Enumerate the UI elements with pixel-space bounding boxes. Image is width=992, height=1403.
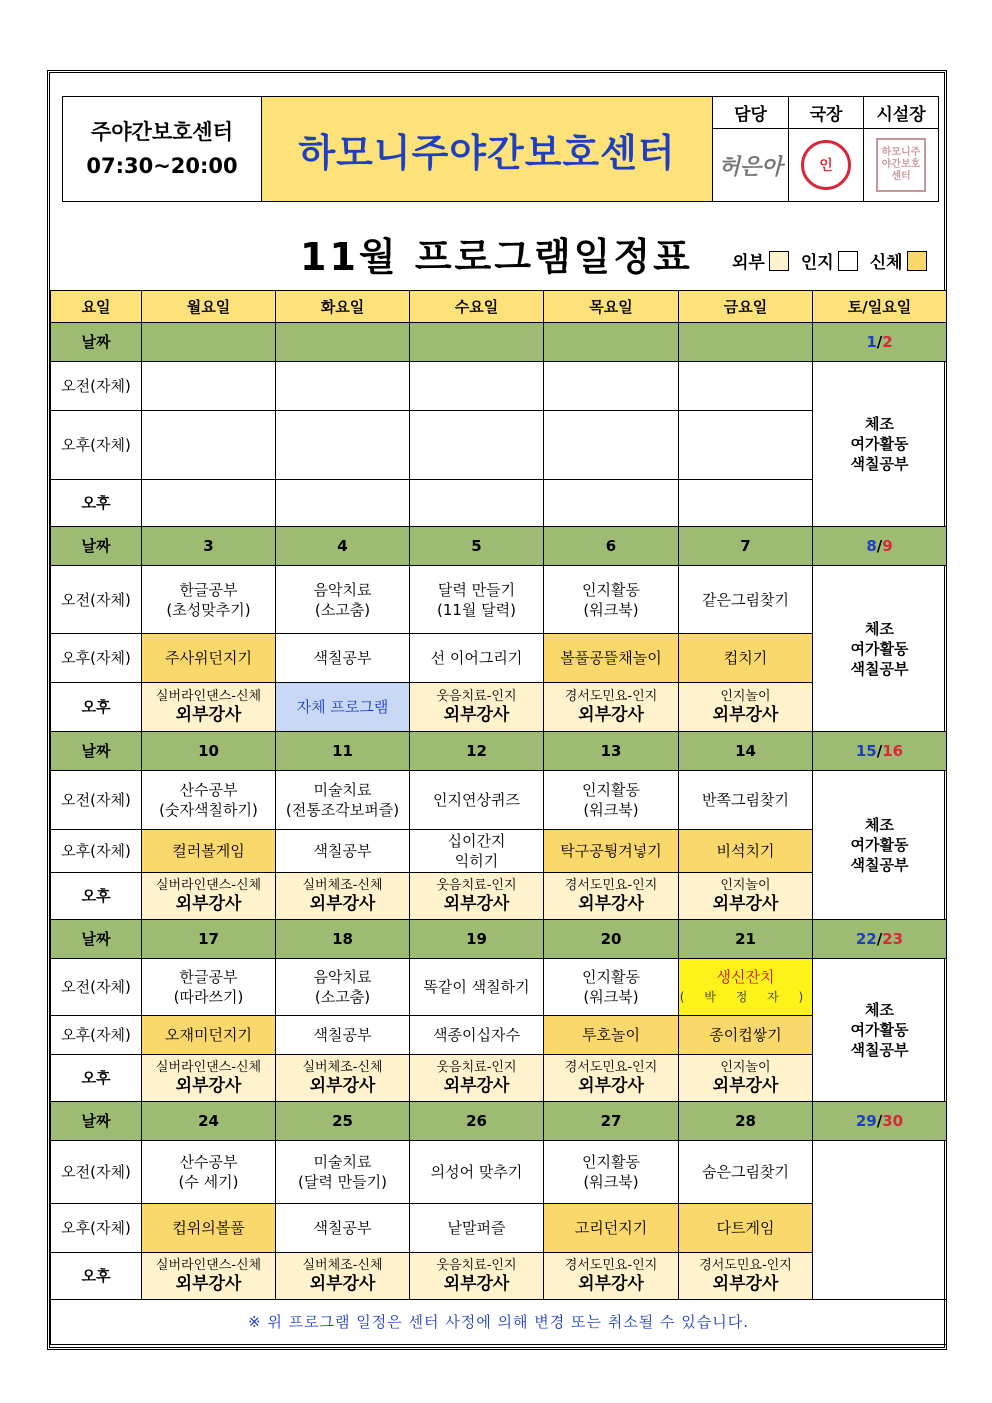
instructor-type: 외부강사 [443,1274,510,1294]
weekend-activity: 여가활동 [850,1021,909,1039]
instructor-type: 외부강사 [578,894,644,914]
legend-physical-swatch [907,251,927,271]
pm-external-row [51,873,947,920]
date-cell: 20 [544,920,679,959]
approval-sign-1 [713,129,788,201]
program-category: 실버체조-신체 [302,878,383,893]
am-activity-detail: (초성맞추기) [166,600,251,619]
page-title: 11월 프로그램일정표 [300,235,693,279]
pm-external-cell [410,1253,544,1300]
pm-activity-cell: 색칠공부 [276,1204,410,1253]
am-activity-detail: (워크북) [583,600,639,619]
pm-activity-cell: 색칠공부 [276,830,410,873]
weekend-activity: 색칠공부 [850,455,909,473]
am-row [51,771,947,830]
am-activity-cell [410,566,544,634]
approval-label-2: 국장 [788,97,863,129]
am-activity-cell [276,959,410,1016]
pm-row [51,1204,947,1253]
pm-external-cell [410,683,544,732]
pm-activity-cell [276,411,410,480]
instructor-type: 외부강사 [309,894,376,914]
pm-external-cell [276,1055,410,1102]
instructor-type: 외부강사 [712,894,779,914]
date-row [51,1102,947,1141]
am-activity-cell [142,959,276,1016]
pm-external-cell [679,480,813,527]
legend-cognitive-swatch [838,251,858,271]
am-activity-name: 한글공부 [179,580,238,599]
pm-external-cell [276,480,410,527]
approval-sign-3 [863,129,938,201]
date-row-label: 날짜 [51,323,142,362]
pm-activity-cell: 고리던지기 [544,1204,679,1253]
pm-row [51,411,947,480]
date-cell: 26 [410,1102,544,1141]
instructor-type: 외부강사 [309,1274,376,1294]
pm-row-label: 오후(자체) [51,1016,142,1055]
approval-sign-2 [788,129,863,201]
approval-box [713,97,938,201]
date-separator: / [876,1112,883,1130]
pm-external-cell [410,873,544,920]
weekend-activity: 체조 [865,415,894,433]
date-cell: 7 [679,527,813,566]
instructor-type: 외부강사 [712,1076,779,1096]
center-name: 하모니주야간보호센터 [262,97,713,201]
pm-activity-cell: 투호놀이 [544,1016,679,1055]
weekend-activities-cell [813,771,947,920]
date-cell: 13 [544,732,679,771]
schedule-body [51,291,947,1300]
program-category: 웃음치료-인지 [436,689,517,704]
pm-external-cell [544,1253,679,1300]
date-separator: / [876,930,883,948]
date-row [51,323,947,362]
pm-external-cell [142,1055,276,1102]
program-category: 웃음치료-인지 [436,1060,517,1075]
saturday-date: 29 [855,1112,877,1130]
date-row-label: 날짜 [51,920,142,959]
date-cell: 17 [142,920,276,959]
pm-external-row [51,480,947,527]
am-activity-name: 음악치료 [313,580,372,599]
pm-activity-cell: 낱말퍼즐 [410,1204,544,1253]
header-thursday: 목요일 [544,291,679,323]
pm-activity-cell: 색칠공부 [276,634,410,683]
pm-external-cell [679,1055,813,1102]
program-category: 실버체조-신체 [302,1258,383,1273]
saturday-date: 22 [855,930,877,948]
am-row-label: 오전(자체) [51,1141,142,1204]
am-activity-cell [276,1141,410,1204]
program-category: 경서도민요-인지 [564,878,658,893]
pm-activity-cell: 비석치기 [679,830,813,873]
pm-external-cell [142,480,276,527]
am-activity-detail: (따라쓰기) [173,988,244,1006]
date-cell [544,323,679,362]
am-activity-name: 같은그림찾기 [702,590,789,609]
signature-image: 허은아 [718,153,783,180]
pm-activity-cell: 다트게임 [679,1204,813,1253]
weekend-activities-cell [813,362,947,527]
am-activity-cell [679,566,813,634]
am-activity-detail: (워크북) [583,1173,639,1191]
weekend-date-cell [813,527,947,566]
pm-external-cell [142,873,276,920]
pm-activity-cell: 컬러볼게임 [142,830,276,873]
program-category: 실버라인댄스-신체 [155,689,262,704]
weekend-activity: 여가활동 [850,435,909,453]
weekend-date-cell [813,920,947,959]
pm-external-cell [679,873,813,920]
am-activity-name: 인지연상퀴즈 [433,791,520,809]
pm-activity-cell: 컵위의볼풀 [142,1204,276,1253]
program-category: 경서도민요-인지 [699,1258,792,1273]
date-separator: / [876,537,883,555]
center-type: 주야간보호센터 [90,120,233,144]
document-header [62,96,939,202]
weekend-activity: 색칠공부 [850,1041,909,1059]
notice-text: ※ 위 프로그램 일정은 센터 사정에 의해 변경 또는 취소될 수 있습니다. [51,1300,947,1345]
am-activity-detail: (숫자색칠하기) [159,801,258,819]
program-category: 실버라인댄스-신체 [155,1060,262,1075]
am-activity-name: 미술치료 [313,781,372,799]
program-category: 경서도민요-인지 [564,689,658,704]
pm-external-row [51,1055,947,1102]
program-category: 실버라인댄스-신체 [155,1258,262,1273]
instructor-type: 외부강사 [175,1076,242,1096]
date-cell: 4 [276,527,410,566]
saturday-date: 1 [866,333,877,351]
am-activity-detail: ( 박 정 자 ) [679,990,812,1004]
weekend-date-cell [813,732,947,771]
pm-external-cell [276,873,410,920]
saturday-date: 8 [866,537,877,555]
pm-external-cell [410,480,544,527]
weekend-activities-cell [813,959,947,1102]
am-activity-name: 인지활동 [582,1153,640,1171]
am-activity-name: 음악치료 [313,968,372,986]
header-day-label: 요일 [51,291,142,323]
date-cell: 5 [410,527,544,566]
date-row-label: 날짜 [51,732,142,771]
approval-label-1: 담당 [713,97,788,129]
am-activity-name: 산수공부 [179,1153,238,1171]
pm-activity-cell: 주사위던지기 [142,634,276,683]
pm-activity-cell: 탁구공튕겨넣기 [544,830,679,873]
pm-activity-cell [142,411,276,480]
date-cell: 6 [544,527,679,566]
date-cell: 28 [679,1102,813,1141]
weekend-date-cell [813,323,947,362]
header-friday: 금요일 [679,291,813,323]
am-activity-name: 숨은그림찾기 [702,1163,789,1181]
pm-activity-cell: 색칠공부 [276,1016,410,1055]
am-activity-name: 생신잔치 [716,968,775,986]
pm-external-row [51,683,947,732]
sunday-date: 16 [882,742,904,760]
instructor-type: 외부강사 [175,894,242,914]
sunday-date: 2 [882,333,893,351]
pm-external-cell [142,1253,276,1300]
am-activity-name: 미술치료 [313,1153,372,1171]
am-activity-cell [544,771,679,830]
program-category: 웃음치료-인지 [436,1258,517,1273]
seal-square-icon: 하모니주야간보호센터 [876,138,926,192]
program-category: 인지놀이 [720,689,771,704]
center-hours-box [63,97,262,201]
weekend-activity: 색칠공부 [850,659,909,678]
date-row-label: 날짜 [51,527,142,566]
am-row-label: 오전(자체) [51,362,142,411]
pm-activity-cell [410,411,544,480]
am-activity-detail: (소고춤) [314,600,371,619]
instructor-type: 외부강사 [712,705,779,725]
am-activity-cell [410,771,544,830]
legend-cognitive: 인지 [801,248,858,273]
am-activity-name: 의성어 맞추기 [430,1163,523,1181]
am-activity-detail: (달력 만들기) [298,1173,387,1191]
date-cell [276,323,410,362]
pm-external-row-label: 오후 [51,1055,142,1102]
weekend-activity: 여가활동 [850,639,909,658]
am-row [51,959,947,1016]
pm-row-label: 오후(자체) [51,1204,142,1253]
program-category: 실버체조-신체 [302,1060,383,1075]
am-row [51,566,947,634]
date-row [51,920,947,959]
pm-activity-cell: 오재미던지기 [142,1016,276,1055]
program-category: 인지놀이 [720,878,771,893]
date-row [51,732,947,771]
weekend-activity: 색칠공부 [850,856,909,874]
am-activity-name: 산수공부 [179,781,238,799]
schedule-table [50,290,947,1345]
am-activity-detail: (전통조각보퍼즐) [285,801,400,819]
am-activity-cell [276,566,410,634]
am-activity-cell [142,771,276,830]
weekend-activities-cell [813,566,947,732]
legend-external-swatch [769,251,789,271]
header-tuesday: 화요일 [276,291,410,323]
pm-external-row-label: 오후 [51,873,142,920]
sunday-date: 30 [882,1112,904,1130]
date-cell: 18 [276,920,410,959]
pm-external-cell [679,1253,813,1300]
pm-row [51,1016,947,1055]
operating-hours: 07:30~20:00 [86,154,238,178]
pm-activity-cell: 선 이어그리기 [410,634,544,683]
pm-activity-cell: 종이컵쌓기 [679,1016,813,1055]
am-activity-cell [142,362,276,411]
instructor-type: 외부강사 [309,1076,376,1096]
weekend-activity: 체조 [865,619,894,638]
pm-external-cell [544,683,679,732]
am-activity-name: 달력 만들기 [437,580,516,599]
header-weekend: 토/일요일 [813,291,947,323]
date-separator: / [876,742,883,760]
instructor-type: 외부강사 [578,1076,644,1096]
am-row [51,362,947,411]
header-monday: 월요일 [142,291,276,323]
am-activity-cell [679,771,813,830]
am-activity-cell [276,771,410,830]
date-row-label: 날짜 [51,1102,142,1141]
program-category: 웃음치료-인지 [436,878,517,893]
legend [732,248,939,273]
pm-external-cell [410,1055,544,1102]
am-activity-cell [544,362,679,411]
pm-row [51,634,947,683]
weekend-activity: 여가활동 [850,836,909,854]
am-activity-cell [410,362,544,411]
date-row [51,527,947,566]
program-category: 인지놀이 [720,1060,771,1075]
instructor-type: 외부강사 [443,705,510,725]
pm-external-cell [142,683,276,732]
am-activity-name: 똑같이 색칠하기 [423,978,530,996]
date-cell: 19 [410,920,544,959]
pm-activity-cell [544,411,679,480]
pm-activity-cell: 볼풀공뜰채놀이 [544,634,679,683]
date-cell: 21 [679,920,813,959]
am-activity-cell [544,566,679,634]
pm-activity-cell [679,411,813,480]
pm-external-cell [544,1055,679,1102]
am-activity-cell [410,959,544,1016]
am-activity-detail: (워크북) [583,801,639,819]
am-activity-name: 인지활동 [582,580,640,599]
pm-external-row-label: 오후 [51,480,142,527]
pm-external-cell [679,683,813,732]
am-activity-cell [142,566,276,634]
date-cell: 25 [276,1102,410,1141]
date-cell: 14 [679,732,813,771]
saturday-date: 15 [855,742,877,760]
legend-external: 외부 [732,248,789,273]
am-activity-cell [544,959,679,1016]
sunday-date: 23 [882,930,904,948]
am-activity-cell [679,1141,813,1204]
am-activity-cell [544,1141,679,1204]
pm-row-label: 오후(자체) [51,634,142,683]
am-activity-detail: (11월 달력) [436,600,517,619]
date-cell: 10 [142,732,276,771]
instructor-type: 외부강사 [443,1076,510,1096]
instructor-type: 외부강사 [175,705,242,725]
pm-external-cell [544,873,679,920]
am-activity-name: 인지활동 [582,968,640,986]
program-category: 실버라인댄스-신체 [155,878,262,893]
pm-row [51,830,947,873]
am-activity-cell [276,362,410,411]
pm-external-cell [544,480,679,527]
instructor-type: 외부강사 [175,1274,242,1294]
header-wednesday: 수요일 [410,291,544,323]
weekday-header-row [51,291,947,323]
pm-row-label: 오후(자체) [51,830,142,873]
am-activity-detail: (소고춤) [314,988,371,1006]
am-activity-detail: (워크북) [583,988,639,1006]
date-separator: / [876,333,883,351]
am-row-label: 오전(자체) [51,771,142,830]
approval-label-3: 시설장 [863,97,938,129]
weekend-activity: 체조 [865,816,894,834]
am-activity-cell [410,1141,544,1204]
date-cell: 24 [142,1102,276,1141]
instructor-type: 외부강사 [578,1274,644,1294]
am-activity-detail: (수 세기) [178,1173,239,1191]
am-activity-cell [679,959,813,1016]
date-cell [679,323,813,362]
pm-external-row-label: 오후 [51,683,142,732]
pm-external-cell [276,683,410,732]
seal-round-icon: 인 [801,140,851,190]
date-cell: 12 [410,732,544,771]
internal-program-name: 자체 프로그램 [296,698,389,716]
date-cell: 11 [276,732,410,771]
am-activity-name: 반쪽그림찾기 [702,791,789,809]
pm-activity-cell: 색종이십자수 [410,1016,544,1055]
pm-activity-cell: 컵치기 [679,634,813,683]
date-cell [142,323,276,362]
date-cell: 3 [142,527,276,566]
pm-activity-cell: 십이간지 익히기 [410,830,544,873]
program-category: 경서도민요-인지 [564,1060,658,1075]
instructor-type: 외부강사 [443,894,510,914]
legend-physical: 신체 [870,248,927,273]
weekend-activity: 체조 [865,1001,894,1019]
instructor-type: 외부강사 [712,1274,779,1294]
weekend-activities-cell [813,1141,947,1300]
pm-external-cell [276,1253,410,1300]
instructor-type: 외부강사 [578,705,644,725]
date-cell: 27 [544,1102,679,1141]
pm-row-label: 오후(자체) [51,411,142,480]
am-activity-cell [679,362,813,411]
am-row [51,1141,947,1204]
weekend-date-cell [813,1102,947,1141]
am-activity-name: 한글공부 [179,968,238,986]
date-cell [410,323,544,362]
sunday-date: 9 [882,537,893,555]
program-category: 경서도민요-인지 [564,1258,658,1273]
pm-external-row-label: 오후 [51,1253,142,1300]
am-activity-name: 인지활동 [582,781,640,799]
am-row-label: 오전(자체) [51,959,142,1016]
title-row [50,226,944,286]
am-row-label: 오전(자체) [51,566,142,634]
am-activity-cell [142,1141,276,1204]
pm-external-row [51,1253,947,1300]
